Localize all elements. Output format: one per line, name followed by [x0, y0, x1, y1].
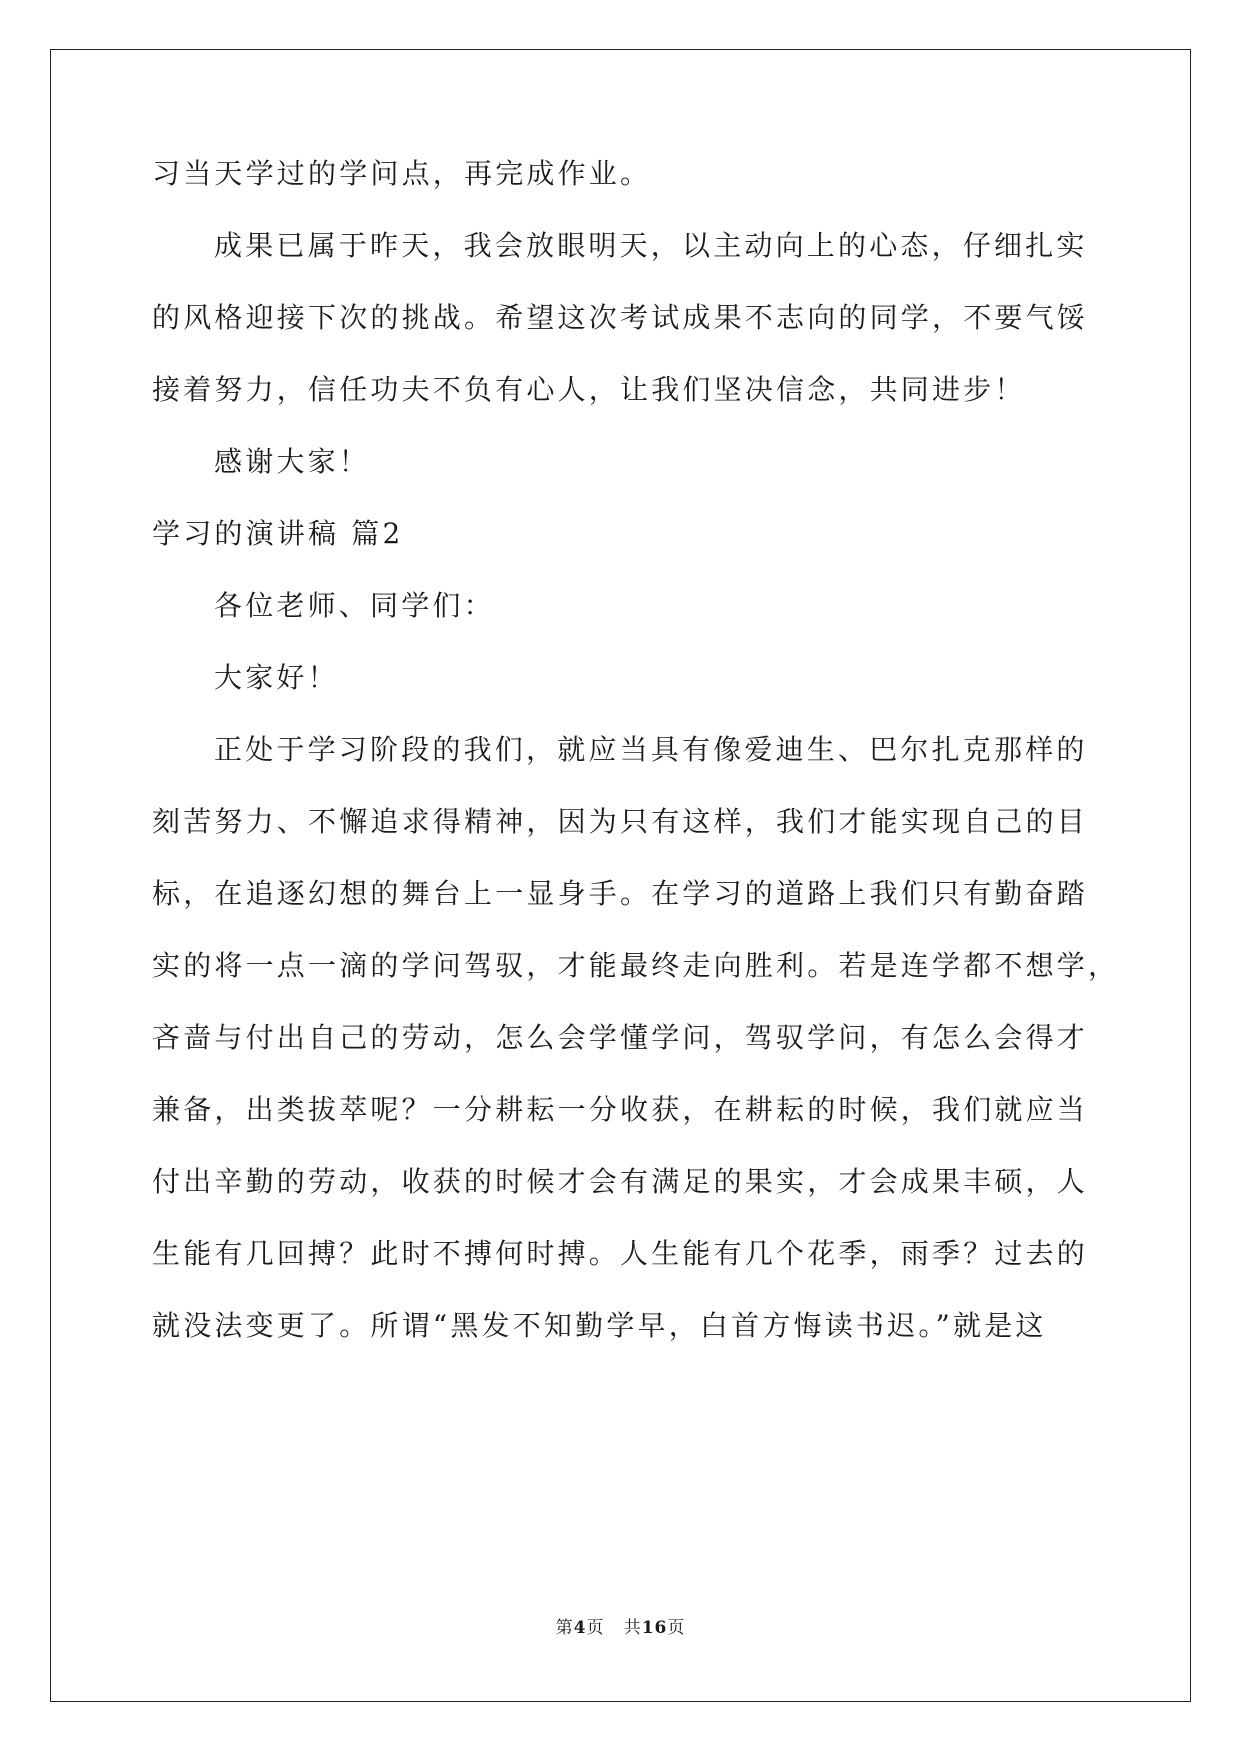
paragraph-line: 付出辛勤的劳动，收获的时候才会有满足的果实，才会成果丰硕，人	[152, 1165, 1089, 1198]
paragraph-line: 习当天学过的学问点，再完成作业。	[152, 157, 652, 190]
section-heading: 学习的演讲稿 篇2	[152, 517, 404, 550]
salutation: 各位老师、同学们：	[214, 589, 495, 622]
paragraph-line: 刻苦努力、不懈追求得精神，因为只有这样，我们才能实现自己的目	[152, 805, 1089, 838]
current-page-number: 4	[573, 1618, 587, 1638]
greeting: 大家好！	[214, 661, 339, 694]
footer-total-prefix: 共	[623, 1618, 642, 1638]
paragraph-line: 感谢大家！	[214, 445, 371, 478]
total-page-number: 16	[641, 1618, 668, 1638]
paragraph-line: 正处于学习阶段的我们，就应当具有像爱迪生、巴尔扎克那样的	[214, 733, 1088, 766]
paragraph-line: 吝啬与付出自己的劳动，怎么会学懂学问，驾驭学问，有怎么会得才	[152, 1021, 1089, 1054]
paragraph-line: 兼备，出类拔萃呢？一分耕耘一分收获，在耕耘的时候，我们就应当	[152, 1093, 1089, 1126]
footer-prefix: 第	[555, 1618, 574, 1638]
paragraph-line: 成果已属于昨天，我会放眼明天，以主动向上的心态，仔细扎实	[214, 229, 1088, 262]
footer-total-suffix: 页	[667, 1618, 686, 1638]
page-footer	[0, 1613, 1241, 1638]
paragraph-line: 的风格迎接下次的挑战。希望这次考试成果不志向的同学，不要气馁	[152, 301, 1089, 334]
paragraph-line: 实的将一点一滴的学问驾驭，才能最终走向胜利。若是连学都不想学，	[152, 949, 1120, 982]
paragraph-line: 就没法变更了。所谓“黑发不知勤学早，白首方悔读书迟。”就是这	[152, 1309, 1047, 1342]
paragraph-line: 接着努力，信任功夫不负有心人，让我们坚决信念，共同进步！	[152, 373, 1026, 406]
paragraph-line: 生能有几回搏？此时不搏何时搏。人生能有几个花季，雨季？过去的	[152, 1237, 1089, 1270]
footer-page-suffix: 页	[586, 1618, 605, 1638]
paragraph-line: 标，在追逐幻想的舞台上一显身手。在学习的道路上我们只有勤奋踏	[152, 877, 1089, 910]
